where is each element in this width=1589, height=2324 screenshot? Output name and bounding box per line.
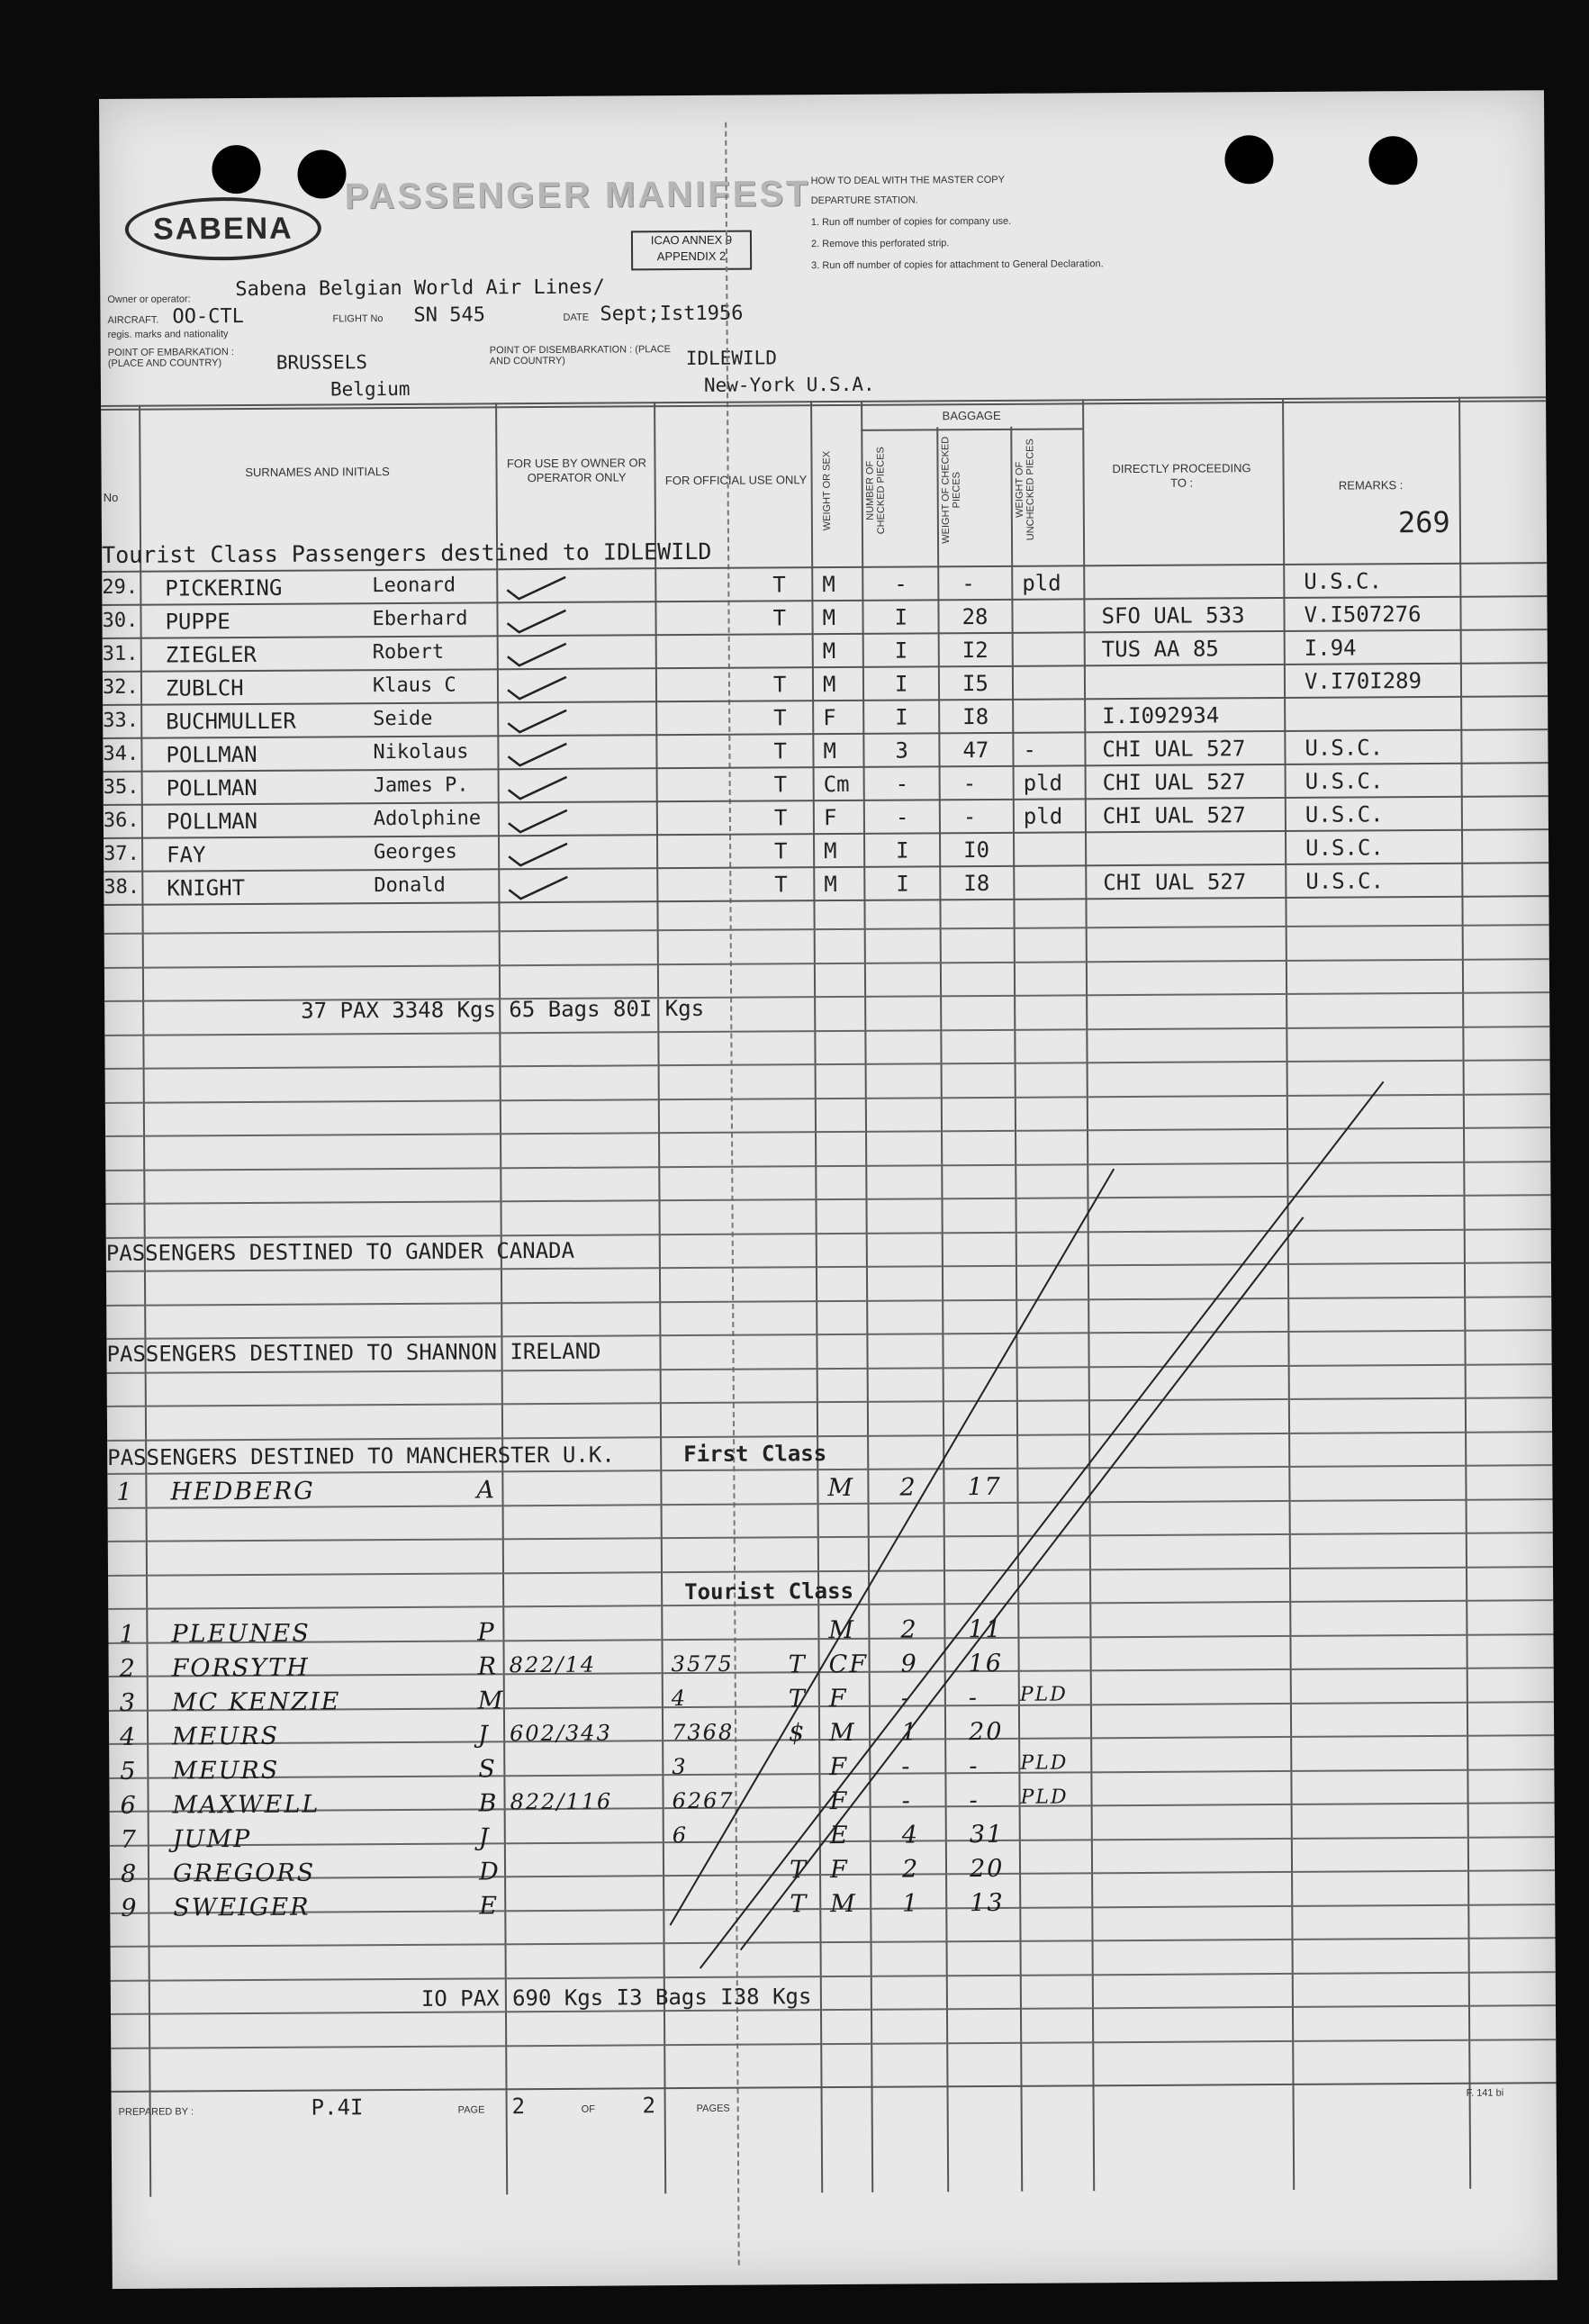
sex: CF — [828, 1650, 869, 1679]
bag-unchecked: pld — [1023, 770, 1063, 796]
official-mark: T — [772, 672, 787, 698]
official-code: 6267 — [672, 1787, 735, 1814]
initial: J — [478, 1721, 491, 1750]
sex: Cm — [823, 771, 850, 798]
first-name: Leonard — [372, 574, 456, 598]
bag-pieces: - — [900, 1684, 912, 1713]
bag-weight: - — [969, 1786, 980, 1815]
bag-pieces: - — [901, 1752, 912, 1781]
remarks: U.S.C. — [1304, 568, 1383, 594]
row-number: 37. — [104, 842, 140, 865]
sex: M — [822, 605, 836, 631]
row-number: 5 — [120, 1757, 138, 1786]
flight-value: SN 545 — [413, 303, 486, 327]
official-mark: T — [788, 1650, 807, 1679]
first-name: Klaus C — [372, 674, 456, 698]
surname: BUCHMULLER — [166, 708, 296, 735]
bag-unchecked: pld — [1023, 803, 1063, 829]
official-mark: T — [773, 805, 788, 831]
proceeding-to: TUS AA 85 — [1101, 636, 1219, 663]
bag-pieces: I — [894, 604, 908, 630]
initial: R — [477, 1652, 499, 1681]
col-owner: FOR USE BY OWNER OR OPERATOR ONLY — [506, 456, 647, 485]
remarks: V.I507276 — [1304, 601, 1422, 628]
initial: P — [477, 1618, 496, 1647]
bag-pieces: I — [894, 638, 908, 664]
row-number: 3 — [119, 1688, 138, 1717]
pages-label: PAGES — [696, 2102, 730, 2114]
first-name: Robert — [372, 640, 445, 665]
bag-weight: I8 — [963, 870, 990, 897]
embark-country: Belgium — [330, 377, 411, 401]
section-title: PASSENGERS DESTINED TO SHANNON IRELAND — [106, 1338, 601, 1367]
remarks: I.94 — [1304, 635, 1357, 661]
surname: POLLMAN — [166, 774, 257, 801]
surname: ZUBLCH — [165, 675, 244, 701]
section-title: Tourist Class Passengers destined to IDLEWILD — [102, 538, 712, 568]
official-mark: T — [772, 572, 786, 598]
official-code: 3575 — [671, 1650, 734, 1677]
instructions-line: DEPARTURE STATION. — [810, 194, 918, 207]
remarks: U.S.C. — [1305, 768, 1384, 794]
tourist-class-label: Tourist Class — [684, 1578, 854, 1605]
aircraft-value: OO-CTL — [172, 305, 245, 329]
bag-pieces: - — [901, 1786, 912, 1815]
bag-unchecked: PLD — [1020, 1786, 1069, 1809]
owner-code: 822/116 — [510, 1788, 613, 1815]
icao-line: APPENDIX 2 — [656, 249, 727, 264]
surname: JUMP — [172, 1825, 252, 1854]
col-proceeding: DIRECTLY PROCEEDING TO : — [1112, 461, 1251, 490]
bag-unchecked: PLD — [1020, 1751, 1069, 1775]
initial: A — [476, 1476, 497, 1505]
instructions-line: 3. Run off number of copies for attachment to General Declaration. — [811, 258, 1104, 272]
official-mark: T — [790, 1890, 808, 1919]
first-name: Donald — [374, 873, 446, 898]
embark-city: BRUSSELS — [275, 351, 368, 374]
sex: M — [829, 1718, 856, 1748]
embark-label: POINT OF EMBARKATION : (PLACE AND COUNTRY) — [107, 347, 234, 369]
proceeding-to: CHI UAL 527 — [1102, 769, 1246, 796]
surname: FORSYTH — [171, 1653, 310, 1683]
proceeding-to: CHI UAL 527 — [1102, 802, 1246, 829]
flight-label: FLIGHT No — [332, 313, 384, 325]
bag-weight: I2 — [962, 637, 989, 664]
bag-pieces: - — [895, 804, 909, 830]
row-number: 4 — [120, 1723, 138, 1751]
remarks: U.S.C. — [1305, 735, 1384, 761]
sex: M — [822, 638, 836, 665]
bag-unchecked: pld — [1022, 570, 1061, 596]
bag-pieces: I — [896, 837, 909, 864]
sabena-logo: SABENA — [125, 196, 321, 260]
row-number: 2 — [119, 1654, 137, 1683]
col-surname: SURNAMES AND INITIALS — [245, 465, 390, 480]
bag-pieces: I — [895, 704, 908, 730]
row-number: 35. — [103, 775, 140, 799]
bag-pieces: 2 — [901, 1855, 920, 1884]
row-number: 6 — [120, 1791, 138, 1820]
surname: PICKERING — [165, 574, 283, 601]
bag-weight: 20 — [969, 1854, 1005, 1884]
sex: F — [823, 805, 837, 831]
disembark-city: IDLEWILD — [685, 347, 777, 370]
page-value: 2 — [511, 2093, 526, 2120]
sex: M — [823, 738, 836, 764]
aircraft-sub: regis. marks and nationality — [107, 329, 229, 340]
surname: FAY — [167, 842, 206, 868]
proceeding-to: SFO UAL 533 — [1101, 602, 1245, 629]
prepared-label: PREPARED BY : — [118, 2106, 194, 2118]
first-name: Adolphine — [373, 807, 482, 831]
official-code: 7368 — [672, 1719, 735, 1746]
col-bag-unchecked: WEIGHT OF UNCHECKED PIECES — [1014, 439, 1037, 541]
bag-unchecked: - — [1023, 737, 1036, 763]
initial: J — [478, 1823, 491, 1852]
col-bag-weight: WEIGHT OF CHECKED PIECES — [940, 436, 962, 544]
row-number: 36. — [103, 809, 140, 832]
sex: F — [828, 1684, 848, 1714]
surname: MAXWELL — [172, 1790, 321, 1820]
row-number: 1 — [116, 1478, 134, 1506]
sex: M — [822, 572, 835, 598]
col-baggage: BAGGAGE — [942, 408, 1001, 423]
bag-unchecked: PLD — [1019, 1683, 1068, 1706]
page-label: PAGE — [457, 2104, 485, 2116]
row-number: 8 — [120, 1859, 139, 1888]
bag-weight: - — [969, 1752, 980, 1781]
bag-weight: 31 — [969, 1820, 1005, 1849]
date-value: Sept;Ist1956 — [600, 302, 744, 326]
sex: E — [829, 1821, 850, 1850]
official-mark: T — [773, 738, 787, 764]
initial: S — [478, 1755, 497, 1784]
first-name: Nikolaus — [373, 740, 469, 764]
surname: SWEIGER — [173, 1893, 311, 1922]
surname: MEURS — [172, 1756, 280, 1786]
surname: HEDBERG — [170, 1477, 315, 1506]
sex: F — [829, 1855, 849, 1885]
instructions-line: 1. Run off number of copies for company use. — [810, 215, 1012, 229]
sex: M — [827, 1473, 855, 1503]
row-number: 33. — [103, 709, 140, 732]
form-title: PASSENGER MANIFEST — [344, 174, 811, 217]
remarks: U.S.C. — [1305, 835, 1384, 861]
cross-out-stroke — [695, 1081, 1389, 1968]
surname: ZIEGLER — [165, 641, 257, 668]
section-title: PASSENGERS DESTINED TO GANDER CANADA — [105, 1237, 575, 1266]
of-value: 2 — [642, 2093, 656, 2119]
initial: B — [478, 1789, 499, 1818]
aircraft-label: AIRCRAFT. — [107, 314, 159, 326]
disembark-label: POINT OF DISEMBARKATION : (PLACE AND COUNTRY) — [489, 344, 672, 367]
bag-pieces: - — [894, 571, 907, 597]
official-code: 6 — [672, 1822, 689, 1849]
official-mark: T — [774, 872, 788, 898]
operator-label: Owner or operator: — [107, 294, 191, 305]
bag-weight: I0 — [963, 836, 990, 864]
surname: MEURS — [172, 1722, 280, 1751]
first-name: Eberhard — [372, 607, 468, 631]
sex: F — [829, 1786, 849, 1816]
bag-weight: 20 — [969, 1717, 1004, 1747]
row-number: 31. — [102, 642, 139, 665]
bag-pieces: 1 — [901, 1718, 919, 1747]
disembark-country: New-York U.S.A. — [703, 373, 875, 396]
official-code: 4 — [671, 1686, 688, 1712]
first-name: Seide — [373, 707, 433, 731]
first-name: James P. — [373, 773, 469, 798]
sex: M — [830, 1889, 858, 1919]
official-code: 3 — [672, 1754, 688, 1780]
bag-pieces: 2 — [900, 1615, 918, 1644]
bag-weight: I5 — [962, 670, 989, 697]
surname: GREGORS — [172, 1858, 316, 1888]
bag-pieces: 9 — [900, 1650, 918, 1678]
initial: D — [478, 1858, 501, 1886]
surname: MC KENZIE — [171, 1687, 341, 1717]
bag-weight: - — [962, 771, 977, 797]
col-no: No — [103, 490, 119, 504]
manifest-page — [99, 90, 1557, 2289]
remarks: V.I70I289 — [1304, 668, 1422, 694]
proceeding-to: CHI UAL 527 — [1102, 736, 1246, 763]
bag-weight: 47 — [962, 737, 989, 764]
cross-out-strokes — [99, 90, 1557, 2289]
proceeding-to: I.I092934 — [1102, 702, 1220, 729]
operator-value: Sabena Belgian World Air Lines/ — [235, 276, 605, 302]
official-mark: T — [773, 772, 788, 798]
surname: POLLMAN — [166, 741, 257, 768]
surname: POLLMAN — [166, 808, 258, 835]
row-number: 38. — [104, 875, 140, 899]
row-number: 9 — [121, 1894, 139, 1922]
sex: F — [823, 705, 836, 731]
col-remarks: REMARKS : — [1338, 478, 1404, 493]
instructions-line: HOW TO DEAL WITH THE MASTER COPY — [810, 174, 1005, 187]
sex: M — [824, 872, 837, 898]
bag-weight: 11 — [968, 1614, 1003, 1644]
sex: M — [822, 672, 836, 698]
official-mark: T — [773, 705, 787, 731]
bag-pieces: I — [896, 871, 909, 897]
row-number: 1 — [119, 1620, 137, 1649]
instructions-line: 2. Remove this perforated strip. — [810, 238, 950, 250]
col-weight: WEIGHT OR SEX — [821, 450, 833, 531]
bag-pieces: 4 — [901, 1821, 920, 1849]
bag-weight: - — [962, 804, 977, 830]
prepared-value: P.4I — [311, 2094, 364, 2121]
form-number: F. 141 bi — [1466, 2087, 1504, 2099]
total-line: 37 PAX 3348 Kgs 65 Bags 80I Kgs — [301, 995, 705, 1024]
surname: PUPPE — [165, 609, 230, 635]
bag-pieces: - — [895, 771, 909, 797]
row-number: 30. — [102, 609, 139, 632]
remarks: U.S.C. — [1305, 868, 1385, 894]
bag-pieces: I — [894, 671, 908, 697]
sex: M — [824, 838, 837, 864]
bag-weight: - — [968, 1684, 980, 1713]
official-mark: T — [774, 838, 788, 864]
proceeding-to: CHI UAL 527 — [1103, 869, 1247, 896]
first-class-label: First Class — [683, 1441, 827, 1468]
icao-line: ICAO ANNEX 9 — [650, 232, 733, 248]
section-title: PASSENGERS DESTINED TO MANCHERSTER U.K. — [107, 1442, 615, 1470]
bag-weight: - — [962, 571, 975, 597]
page-number: 269 — [1397, 504, 1450, 540]
row-number: 29. — [102, 575, 139, 599]
col-official: FOR OFFICIAL USE ONLY — [664, 473, 808, 488]
bag-weight: I8 — [962, 703, 989, 730]
owner-code: 822/14 — [509, 1651, 597, 1678]
official-mark: T — [788, 1685, 807, 1714]
row-number: 32. — [102, 675, 139, 699]
row-number: 34. — [103, 742, 140, 765]
initial: E — [479, 1892, 500, 1921]
sex: F — [829, 1752, 849, 1782]
first-name: Georges — [374, 840, 457, 864]
col-bag-pieces: NUMBER OF CHECKED PIECES — [864, 447, 887, 535]
official-mark: T — [772, 605, 787, 631]
bag-weight: 17 — [967, 1472, 1002, 1502]
surname: KNIGHT — [167, 875, 246, 901]
bag-pieces: 1 — [902, 1889, 920, 1918]
initial: M — [477, 1686, 505, 1715]
bag-pieces: 3 — [895, 737, 908, 764]
sex: M — [828, 1615, 856, 1645]
date-label: DATE — [563, 312, 590, 323]
official-mark: $ — [789, 1719, 807, 1748]
surname: PLEUNES — [171, 1619, 311, 1649]
owner-code: 602/343 — [510, 1720, 612, 1747]
total-line: IO PAX 690 Kgs I3 Bags I38 Kgs — [420, 1984, 812, 2012]
bag-weight: 16 — [968, 1649, 1004, 1678]
bag-weight: 13 — [970, 1888, 1005, 1918]
official-mark: T — [789, 1856, 808, 1885]
bag-weight: 28 — [962, 603, 989, 630]
row-number: 7 — [120, 1825, 139, 1854]
of-label: OF — [581, 2103, 595, 2115]
remarks: U.S.C. — [1305, 801, 1384, 827]
bag-pieces: 2 — [899, 1473, 917, 1502]
